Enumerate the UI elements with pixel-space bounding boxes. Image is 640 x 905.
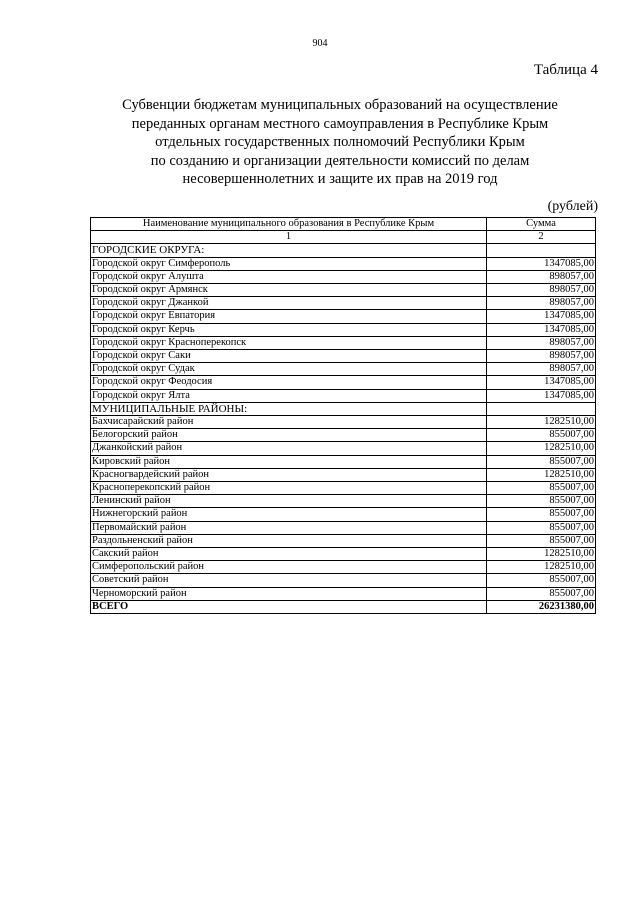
table-row bbox=[91, 495, 596, 508]
cell-sum: 898057,00 bbox=[487, 350, 596, 363]
table-row bbox=[91, 429, 596, 442]
table-row bbox=[91, 521, 596, 534]
cell-sum: 855007,00 bbox=[487, 455, 596, 468]
cell-sum: 898057,00 bbox=[487, 297, 596, 310]
column-number-row bbox=[91, 231, 596, 244]
table-row bbox=[91, 468, 596, 481]
cell-name: Городской округ Ялта bbox=[91, 389, 487, 402]
unit-label: (рублей) bbox=[547, 199, 598, 214]
cell-name: Городской округ Джанкой bbox=[91, 297, 487, 310]
cell-name: Городской округ Красноперекопск bbox=[91, 336, 487, 349]
table-row bbox=[91, 350, 596, 363]
cell-name: Красногвардейский район bbox=[91, 468, 487, 481]
cell-sum: 1347085,00 bbox=[487, 257, 596, 270]
table-row bbox=[91, 561, 596, 574]
title-line: Субвенции бюджетам муниципальных образований на осуществление bbox=[122, 97, 558, 113]
table-row bbox=[91, 548, 596, 561]
cell-name: Городской округ Алушта bbox=[91, 270, 487, 283]
total-row bbox=[91, 600, 596, 613]
cell-sum: 1347085,00 bbox=[487, 310, 596, 323]
cell-sum: 855007,00 bbox=[487, 587, 596, 600]
cell-sum: 1282510,00 bbox=[487, 442, 596, 455]
table-row bbox=[91, 363, 596, 376]
cell-sum: 1282510,00 bbox=[487, 548, 596, 561]
table-row bbox=[91, 455, 596, 468]
cell-sum: 898057,00 bbox=[487, 270, 596, 283]
cell-name: ГОРОДСКИЕ ОКРУГА: bbox=[91, 244, 487, 257]
title-line: по созданию и организации деятельности комиссий по делам bbox=[150, 152, 530, 169]
cell-sum bbox=[487, 244, 596, 257]
table-row bbox=[91, 587, 596, 600]
table-row bbox=[91, 442, 596, 455]
cell-name: Джанкойский район bbox=[91, 442, 487, 455]
cell-name: Советский район bbox=[91, 574, 487, 587]
cell-name: Городской округ Симферополь bbox=[91, 257, 487, 270]
table-row bbox=[91, 270, 596, 283]
cell-sum: 1282510,00 bbox=[487, 468, 596, 481]
table-row bbox=[91, 416, 596, 429]
header-sum: Сумма bbox=[487, 218, 596, 231]
cell-name: Городской округ Феодосия bbox=[91, 376, 487, 389]
section-header-row bbox=[91, 244, 596, 257]
title-line: отдельных государственных полномочий Республики Крым bbox=[155, 134, 525, 150]
cell-name: Черноморский район bbox=[91, 587, 487, 600]
cell-sum bbox=[487, 402, 596, 415]
title-line: переданных органам местного самоуправления в Республике Крым bbox=[131, 115, 549, 132]
cell-sum: 1282510,00 bbox=[487, 416, 596, 429]
cell-name: Городской округ Судак bbox=[91, 363, 487, 376]
section-header-row bbox=[91, 402, 596, 415]
table-row bbox=[91, 482, 596, 495]
cell-sum: 855007,00 bbox=[487, 534, 596, 547]
cell-name: Бахчисарайский район bbox=[91, 416, 487, 429]
table-row bbox=[91, 297, 596, 310]
document-title bbox=[90, 96, 590, 189]
table-row bbox=[91, 534, 596, 547]
cell-name: Городской округ Керчь bbox=[91, 323, 487, 336]
cell-sum: 855007,00 bbox=[487, 482, 596, 495]
cell-sum: 855007,00 bbox=[487, 429, 596, 442]
cell-name: Городской округ Армянск bbox=[91, 284, 487, 297]
cell-name: Сакский район bbox=[91, 548, 487, 561]
table-row bbox=[91, 389, 596, 402]
cell-name: Кировский район bbox=[91, 455, 487, 468]
cell-name: Белогорский район bbox=[91, 429, 487, 442]
cell-sum: 855007,00 bbox=[487, 508, 596, 521]
cell-sum: 855007,00 bbox=[487, 521, 596, 534]
cell-sum: 1347085,00 bbox=[487, 389, 596, 402]
cell-name: Первомайский район bbox=[91, 521, 487, 534]
table-row bbox=[91, 310, 596, 323]
table-row bbox=[91, 323, 596, 336]
cell-sum: 1347085,00 bbox=[487, 376, 596, 389]
cell-sum: 855007,00 bbox=[487, 574, 596, 587]
cell-sum: 1347085,00 bbox=[487, 323, 596, 336]
cell-sum: 1282510,00 bbox=[487, 561, 596, 574]
column-number: 2 bbox=[487, 231, 596, 244]
header-name: Наименование муниципального образования в Республике Крым bbox=[91, 218, 487, 231]
title-line: несовершеннолетних и защите их прав на 2019 год bbox=[182, 171, 498, 187]
cell-name: МУНИЦИПАЛЬНЫЕ РАЙОНЫ: bbox=[91, 402, 487, 415]
cell-name: Ленинский район bbox=[91, 495, 487, 508]
cell-sum: 855007,00 bbox=[487, 495, 596, 508]
table-row bbox=[91, 336, 596, 349]
cell-sum: 898057,00 bbox=[487, 363, 596, 376]
cell-name: Раздольненский район bbox=[91, 534, 487, 547]
cell-name: Нижнегорский район bbox=[91, 508, 487, 521]
table-row bbox=[91, 257, 596, 270]
table-row bbox=[91, 284, 596, 297]
cell-name: Красноперекопский район bbox=[91, 482, 487, 495]
cell-name: Городской округ Евпатория bbox=[91, 310, 487, 323]
table-row bbox=[91, 508, 596, 521]
table-label: Таблица 4 bbox=[533, 62, 598, 78]
table-header-row bbox=[91, 218, 596, 231]
cell-name: ВСЕГО bbox=[91, 600, 487, 613]
cell-sum: 898057,00 bbox=[487, 336, 596, 349]
cell-name: Городской округ Саки bbox=[91, 350, 487, 363]
table-row bbox=[91, 376, 596, 389]
column-number: 1 bbox=[91, 231, 487, 244]
page-number: 904 bbox=[312, 38, 328, 49]
table-row bbox=[91, 574, 596, 587]
cell-sum: 26231380,00 bbox=[487, 600, 596, 613]
subvention-table bbox=[90, 217, 596, 614]
cell-sum: 898057,00 bbox=[487, 284, 596, 297]
cell-name: Симферопольский район bbox=[91, 561, 487, 574]
